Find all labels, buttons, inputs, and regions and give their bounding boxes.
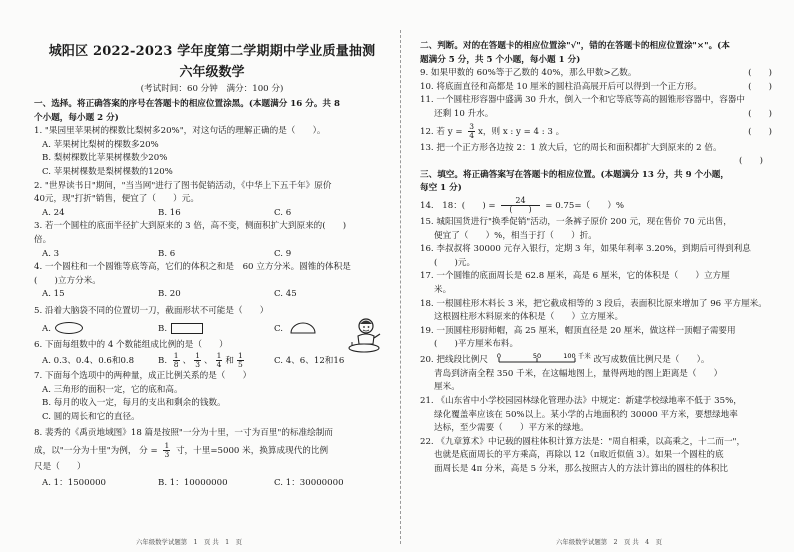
question-20-suffix: 改写成数值比例尺是（ ）。 [593,354,710,365]
question-3-cont: 倍。 [34,234,52,245]
exam-meta: (考试时间：60 分钟 满分：100 分) [140,84,284,94]
question-20-prefix: 20. 把线段比例尺 [420,354,488,365]
child-cutting-cake-illustration [344,316,384,356]
question-4-options [34,288,390,302]
question-14-prefix: 14. 18：( ) = [420,200,496,211]
semicircle-shape-icon [290,322,316,334]
fraction-denominator: 3 [195,360,200,370]
question-13: 13. 把一个正方形各边按 2：1 放大后，它的周长和面积都扩大到原来的 2 倍。 [420,142,722,153]
question-8-option-b: B. 1：10000000 [158,477,228,488]
scale-label-100: 100 千米 [562,352,591,361]
question-19-cont: ( )平方厘米布料。 [434,339,519,350]
question-4-option-b: B. 20 [158,289,181,300]
question-21: 21. 《山东省中小学校园园林绿化管理办法》中规定：新建学校绿地率不低于 35%， [420,396,742,407]
question-11-cont-text: 还剩 10 升水。 [434,108,494,119]
line-scale-bar [495,352,591,366]
fraction-denominator: ( ) [509,204,532,214]
question-3-option-c: C. 9 [274,248,292,259]
fraction-denominator: 3 [164,450,170,460]
question-1-option-a: A. 苹果树比梨树的棵数多20% [42,139,159,150]
question-6-option-a: A. 0.3、0.4、0.6和0.8 [42,356,135,367]
question-2-option-a: A. 24 [42,207,65,218]
fraction-1-8 [173,352,180,369]
question-8-cont-a: 成，以"一分为十里"为例， [34,446,137,457]
section-1-header: 一、选择。将正确答案的序号在答题卡的相应位置涂黑。(本题满分 16 分。共 8 [34,99,340,109]
question-20-cont: 青岛到济南全程 350 千米，在这幅地图上，量得两地的图上距离是（ ） [434,368,723,379]
question-7: 7. 下面每个选项中的两种量，成正比例关系的是（ ） [34,371,252,382]
question-20 [420,352,772,368]
fraction-1-4 [216,352,223,369]
question-11: 11. 一个圆柱形容器中盛满 30 升水，倒入一个和它等底等高的圆锥形容器中，容器中 [420,95,745,106]
question-12-suffix: x，则 x : y = 4 : 3 。 [478,126,565,137]
question-2-option-b: B. 16 [158,207,181,218]
question-13-answer-row [420,155,772,169]
question-6-options [34,352,390,370]
page-footer-right: 六年级数学试题第 2 页 共 4 页 [556,538,663,546]
question-14-suffix: = 0.75=（ ）% [545,200,625,211]
question-7-option-b: B. 每月的收入一定，每月的支出和剩余的钱数。 [42,398,226,409]
fraction-denominator: 8 [173,360,179,370]
fraction-numerator: 1 [195,351,200,361]
fraction-numerator: 1 [173,351,179,361]
section-1-header-cont: 个小题，每小题 2 分) [34,112,119,123]
question-2-option-c: C. 6 [274,207,292,218]
question-3: 3. 若一个圆柱的底面半径扩大到原来的 3 倍，高不变，侧面积扩大到原来的( ) [34,221,347,232]
question-15-cont: 便宜了（ ）%，相当于打（ ）折。 [434,230,597,241]
question-8-tail: 尺是（ ） [34,462,86,473]
fraction-1-3 [194,352,201,369]
oval-shape-icon [55,322,83,334]
answer-blank: ( ) [748,81,772,92]
fraction-separator: 和 [225,356,234,367]
answer-blank: ( ) [748,126,772,137]
section-2-header: 二、判断。对的在答题卡的相应位置涂"√"，错的在答题卡的相应位置涂"×"。(本 [420,41,730,51]
question-21-cont: 绿化覆盖率应该在 50%以上。某小学的占地面积约 30000 平方米，要想绿地率 [434,409,738,420]
question-2-cont: 40元，现"打折"销售，便宜了（ ）元。 [34,194,199,205]
question-12-prefix: 12. 若 [420,126,445,137]
question-15: 15. 城阳国货进行"换季促销"活动，一条裤子原价 200 元，现在售价 70 元出售， [420,216,732,227]
fraction-denominator: 4 [469,130,475,140]
question-2: 2. "世界读书日"期间，"当当网"进行了图书促销活动，《中华上下五千年》原价 [34,180,332,191]
page-footer-left: 六年级数学试题第 1 页 共 1 页 [136,538,243,546]
question-20-tail: 厘米。 [434,382,460,393]
answer-blank: ( ) [748,108,772,119]
exam-title: 城阳区 2022-2023 学年度第二学期期中学业质量抽测 [48,44,376,59]
question-10 [420,81,772,95]
fraction-1-3 [163,442,170,459]
question-22-tail: 面周长是 4π 分米，高是 5 分米，那么按照古人的方法计算出的圆柱的体积比 [434,464,728,475]
question-5-option-a [42,321,158,337]
question-12-text [420,122,730,142]
section-3-header: 三、填空。将正确答案写在答题卡的相应位置。(本题满分 13 分，共 9 个小题， [420,169,729,180]
section-3-header-cont: 每空 1 分) [420,183,462,194]
question-22: 22. 《九章算术》中记载的圆柱体积计算方法是："周自相乘，以高乘之，十二而一"， [420,436,746,447]
question-6-option-b-label: B. [158,356,168,367]
question-1: 1. "果园里苹果树的棵数比梨树多20%"，对这句话的理解正确的是（ ）。 [34,126,326,137]
fraction-denominator: 5 [237,360,243,370]
question-2-options [34,207,390,221]
question-3-options [34,248,390,262]
question-8-options [34,477,390,491]
question-5-option-b-label: B. [158,323,168,334]
question-9-text: 9. 如果甲数的 60%等于乙数的 40%，那么甲数>乙数。 [420,68,637,79]
page-divider [400,30,401,544]
question-14 [420,196,772,216]
section-2-header-cont: 题满分 5 分，共 5 个小题，每小题 1 分) [420,54,581,65]
question-4-cont: ( )立方分米。 [34,275,101,286]
fraction-separator: 、 [182,356,192,367]
question-9 [420,67,772,81]
fraction-numerator: 1 [237,351,243,361]
question-11-cont [420,108,772,122]
question-19: 19. 一顶圆柱形厨师帽，高 25 厘米，帽顶直径是 20 厘米，做这样一顶帽子需要用 [420,325,736,336]
question-22-cont: 也就是底面周长的平方乘高，再除以 12（π取近似值 3）。如果一个圆柱的底 [434,450,724,461]
question-8-option-c: C. 1：30000000 [274,477,344,488]
question-16: 16. 李叔叔将 30000 元存入银行，定期 3 年，如果年利率 3.20%，到期后可得到利息 [420,244,751,255]
fraction-denominator: 4 [216,360,222,370]
question-4-option-c: C. 45 [274,289,297,300]
scale-label-50: 50 [532,352,541,361]
question-17: 17. 一个圆锥的底面周长是 62.8 厘米，高是 6 厘米，它的体积是（ ）立方厘 [420,271,730,282]
question-16-cont: ( )元。 [434,257,476,268]
fraction-numerator: 3 [469,121,475,131]
question-18-cont: 这根圆柱形木料原来的体积是（ ）立方厘米。 [434,312,624,323]
question-14-fraction [501,197,539,214]
question-8-cont-c: 寸，十里=5000 米，换算成现代的比例 [175,446,329,457]
question-8-cont [34,441,390,461]
answer-blank: ( ) [748,68,772,79]
left-page [34,40,390,552]
question-1-option-c: C. 苹果树棵数是梨树棵数的120% [42,166,173,177]
fraction-separator: 、 [203,356,213,367]
question-5-option-c-label: C. [274,323,284,334]
question-4: 4. 一个圆柱和一个圆锥等底等高，它们的体积之和是 60 立方分米。圆锥的体积是 [34,262,351,273]
question-21-tail: 达标，至少需要（ ）平方米的绿地。 [434,423,589,434]
fraction-1-5 [237,352,244,369]
right-page [420,40,772,552]
rectangle-shape-icon [171,323,203,334]
question-7-option-a: A. 三角形的面积一定，它的底和高。 [42,384,183,395]
fraction-3-4 [468,123,475,140]
fraction-numerator: 1 [216,351,222,361]
question-1-option-b: B. 梨树棵数比苹果树棵数少20% [42,153,168,164]
question-6-option-b [158,352,274,370]
question-5-option-b [158,321,274,337]
question-17-cont: 米。 [434,284,452,295]
question-5-option-a-label: A. [42,323,51,334]
question-12-y: y = [447,126,463,137]
question-8: 8. 裴秀的《禹贡地域图》18 篇是按照"一分为十里，一寸为百里"的标准绘制而 [34,428,333,439]
fraction-numerator: 1 [164,441,170,451]
question-6-option-c: C. 4、6、12和16 [274,356,345,367]
scale-label-0: 0 [496,352,501,361]
question-5-options [34,321,390,337]
question-4-option-a: A. 15 [42,289,65,300]
question-12 [420,122,772,142]
question-3-option-b: B. 6 [158,248,176,259]
question-8-cont-b: 分 = [139,446,158,457]
question-5: 5. 沿着大脑袋不同的位置切一刀，截面形状不可能是（ ） [34,305,269,316]
question-3-option-a: A. 3 [42,248,60,259]
fraction-numerator: 24 [501,197,539,206]
question-18: 18. 一根圆柱形木料长 3 米，把它截成相等的 3 段后，表面积比原来增加了 96 平方厘米。 [420,298,767,309]
answer-blank: ( ) [739,156,763,167]
exam-subtitle: 六年级数学 [179,65,245,80]
question-7-option-c: C. 圆的周长和它的直径。 [42,411,140,422]
question-8-option-a: A. 1：1500000 [42,477,107,488]
question-10-text: 10. 将底面直径和高都是 10 厘米的圆柱沿高展开后可以得到一个正方形。 [420,81,703,92]
question-6: 6. 下面每组数中的 4 个数能组成比例的是（ ） [34,339,228,350]
